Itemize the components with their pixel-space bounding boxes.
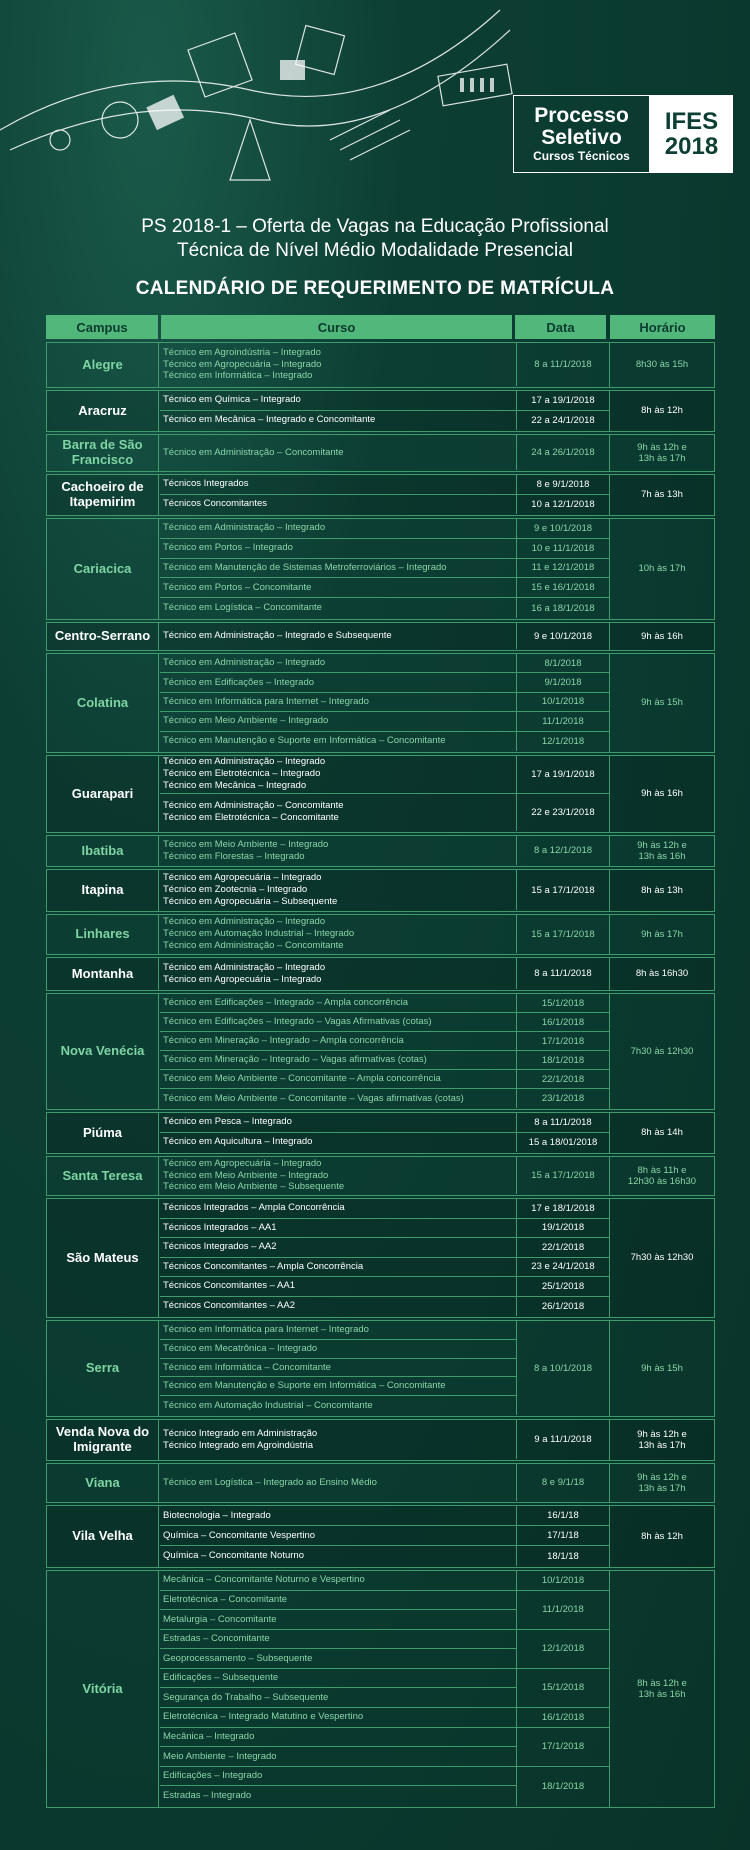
course-row xyxy=(160,1032,516,1051)
course-name: Técnico Integrado em Administração Técnico Integrado em Agroindústria xyxy=(163,1427,318,1451)
course-row xyxy=(160,915,516,953)
date-cell: 15 e 16/1/2018 xyxy=(516,578,609,598)
campus-name: Itapina xyxy=(47,870,159,911)
campus-name: Barra de São Francisco xyxy=(47,435,159,471)
date-cell: 17/1/2018 xyxy=(516,1032,609,1051)
campus-name: Venda Nova do Imigrante xyxy=(47,1420,159,1460)
course-row xyxy=(160,1113,516,1133)
course-name: Técnico em Automação Industrial – Concomitante xyxy=(163,1399,373,1411)
course-row xyxy=(160,1708,516,1728)
course-row xyxy=(160,1089,516,1108)
course-row xyxy=(160,756,516,794)
course-name: Mecânica – Concomitante Noturno e Vespertino xyxy=(163,1574,365,1586)
course-name: Técnicos Concomitantes – Ampla Concorrência xyxy=(163,1260,364,1272)
course-name: Técnico em Edificações – Integrado xyxy=(163,676,315,688)
course-row xyxy=(160,673,516,692)
date-cell: 17/1/2018 xyxy=(516,1728,609,1767)
date-cell: 10/1/2018 xyxy=(516,1571,609,1591)
campus-group xyxy=(46,1570,715,1808)
course-row xyxy=(160,794,516,832)
course-row xyxy=(160,539,516,559)
course-row xyxy=(160,1133,516,1153)
date-cell: 18/1/18 xyxy=(516,1546,609,1566)
campus-group xyxy=(46,755,715,833)
course-name: Eletrotécnica – Concomitante xyxy=(163,1593,288,1605)
campus-name: Guarapari xyxy=(47,756,159,832)
time-cell: 9h às 12h e 13h às 16h xyxy=(609,836,714,866)
course-row xyxy=(160,1340,516,1359)
course-name: Técnico em Mineração – Integrado – Ampla concorrência xyxy=(163,1035,404,1047)
course-row xyxy=(160,1747,516,1767)
course-name: Técnico em Edificações – Integrado – Ampla concorrência xyxy=(163,997,409,1009)
date-cell: 9/1/2018 xyxy=(516,673,609,692)
time-cell: 7h30 às 12h30 xyxy=(609,1199,714,1317)
time-cell: 8h às 16h30 xyxy=(609,958,714,990)
course-name: Técnico em Mineração – Integrado – Vagas afirmativas (cotas) xyxy=(163,1054,427,1066)
campus-name: Centro-Serrano xyxy=(47,623,159,650)
header-curso: Curso xyxy=(161,315,512,339)
date-cell: 8 a 11/1/2018 xyxy=(516,958,609,989)
course-name: Técnico em Logística – Integrado ao Ensino Médio xyxy=(163,1476,377,1488)
campus-name: Montanha xyxy=(47,958,159,990)
course-row xyxy=(160,1157,516,1194)
course-row xyxy=(160,1321,516,1340)
course-row xyxy=(160,1238,516,1258)
date-cell: 17/1/18 xyxy=(516,1526,609,1546)
campus-group xyxy=(46,1505,715,1568)
campus-name: Linhares xyxy=(47,915,159,954)
course-name: Técnico em Aquicultura – Integrado xyxy=(163,1136,313,1148)
date-cell: 11 e 12/1/2018 xyxy=(516,559,609,579)
campus-group xyxy=(46,390,715,432)
logo-year: 2018 xyxy=(664,133,719,160)
course-name: Técnico em Administração – Concomitante Técnico em Eletrotécnica – Concomitante xyxy=(163,800,344,824)
course-row xyxy=(160,1630,516,1650)
campus-name: Serra xyxy=(47,1321,159,1416)
course-name: Técnico em Informática para Internet – Integrado xyxy=(163,1323,369,1335)
campus-group xyxy=(46,474,715,516)
time-cell: 9h às 16h xyxy=(609,623,714,650)
campus-name: Aracruz xyxy=(47,391,159,431)
date-cell: 8 e 9/1/18 xyxy=(516,1464,609,1501)
course-row xyxy=(160,1464,516,1501)
campus-group xyxy=(46,869,715,912)
page-title: CALENDÁRIO DE REQUERIMENTO DE MATRÍCULA xyxy=(135,278,615,299)
course-name: Edificações – Subsequente xyxy=(163,1672,279,1684)
course-row xyxy=(160,475,516,495)
campus-group xyxy=(46,957,715,991)
course-name: Técnico em Agroindústria – Integrado Técnico em Agropecuária – Integrado Técnico em Informática – Integrado xyxy=(163,346,322,382)
course-name: Técnico em Informática para Internet – Integrado xyxy=(163,696,369,708)
date-cell: 24 a 26/1/2018 xyxy=(516,435,609,470)
time-cell: 8h30 às 15h xyxy=(609,343,714,387)
course-name: Segurança do Trabalho – Subsequente xyxy=(163,1691,329,1703)
course-row xyxy=(160,391,516,411)
campus-name: Cachoeiro de Itapemirim xyxy=(47,475,159,515)
date-cell: 10/1/2018 xyxy=(516,693,609,712)
date-cell: 9 e 10/1/2018 xyxy=(516,623,609,649)
time-cell: 8h às 11h e 12h30 às 16h30 xyxy=(609,1157,714,1195)
course-name: Técnico em Agropecuária – Integrado Técnico em Zootecnia – Integrado Técnico em Agropecuária – Subsequente xyxy=(163,872,338,907)
campus-name: Cariacica xyxy=(47,519,159,619)
date-cell: 15/1/2018 xyxy=(516,1669,609,1708)
course-row xyxy=(160,1258,516,1278)
course-row xyxy=(160,598,516,618)
date-cell: 23/1/2018 xyxy=(516,1089,609,1108)
course-name: Técnico em Meio Ambiente – Concomitante – Vagas afirmativas (cotas) xyxy=(163,1092,464,1104)
course-name: Técnico em Administração – Integrado Técnico em Eletrotécnica – Integrado Técnico em Mecânica – Integrado xyxy=(163,756,326,792)
date-cell: 18/1/2018 xyxy=(516,1051,609,1070)
time-cell: 8h às 12h e 13h às 16h xyxy=(609,1571,714,1807)
course-name: Química – Concomitante Noturno xyxy=(163,1550,304,1562)
date-cell: 16 a 18/1/2018 xyxy=(516,598,609,618)
course-row xyxy=(160,1277,516,1297)
date-cell: 11/1/2018 xyxy=(516,1591,609,1630)
course-name: Técnico em Informática – Concomitante xyxy=(163,1361,331,1373)
campus-name: Ibatiba xyxy=(47,836,159,866)
course-name: Técnicos Integrados – Ampla Concorrência xyxy=(163,1202,345,1214)
time-cell: 9h às 15h xyxy=(609,1321,714,1416)
campus-name: Nova Venécia xyxy=(47,994,159,1109)
campus-name: Alegre xyxy=(47,343,159,387)
course-row xyxy=(160,1420,516,1459)
course-row xyxy=(160,1591,516,1611)
course-name: Geoprocessamento – Subsequente xyxy=(163,1652,313,1664)
course-name: Técnicos Concomitantes – AA2 xyxy=(163,1300,296,1312)
course-row xyxy=(160,411,516,431)
course-row xyxy=(160,1297,516,1317)
course-row xyxy=(160,343,516,386)
date-cell: 8 a 10/1/2018 xyxy=(516,1321,609,1415)
course-row xyxy=(160,1786,516,1806)
logo-line1: Processo xyxy=(534,104,629,128)
campus-name: São Mateus xyxy=(47,1199,159,1317)
processo-seletivo-logo xyxy=(513,95,733,173)
course-name: Técnico em Química – Integrado xyxy=(163,394,301,406)
course-name: Técnico em Manutenção e Suporte em Informática – Concomitante xyxy=(163,1380,446,1392)
subtitle-line2: Técnica de Nível Médio Modalidade Presencial xyxy=(176,240,574,261)
date-cell: 12/1/2018 xyxy=(516,1630,609,1669)
course-name: Técnico em Administração – Integrado Técnico em Agropecuária – Integrado xyxy=(163,961,326,985)
date-cell: 8 a 11/1/2018 xyxy=(516,1113,609,1133)
date-cell: 23 e 24/1/2018 xyxy=(516,1258,609,1278)
campus-group xyxy=(46,835,715,867)
time-cell: 7h às 13h xyxy=(609,475,714,515)
logo-line3: Cursos Técnicos xyxy=(533,149,630,164)
time-cell: 9h às 12h e 13h às 17h xyxy=(609,1464,714,1502)
course-row xyxy=(160,1767,516,1787)
date-cell: 17 a 19/1/2018 xyxy=(516,756,609,794)
campus-group xyxy=(46,1419,715,1461)
course-row xyxy=(160,495,516,515)
date-cell: 16/1/18 xyxy=(516,1506,609,1526)
campus-name: Vila Velha xyxy=(47,1506,159,1567)
course-row xyxy=(160,1396,516,1415)
course-row xyxy=(160,1689,516,1709)
course-name: Técnico em Manutenção de Sistemas Metroferroviários – Integrado xyxy=(163,562,447,574)
course-row xyxy=(160,1546,516,1566)
course-row xyxy=(160,1526,516,1546)
course-name: Mecânica – Integrado xyxy=(163,1731,255,1742)
date-cell: 19/1/2018 xyxy=(516,1219,609,1239)
date-cell: 8 e 9/1/2018 xyxy=(516,475,609,495)
course-row xyxy=(160,1571,516,1591)
date-cell: 12/1/2018 xyxy=(516,732,609,751)
course-row xyxy=(160,994,516,1013)
date-cell: 16/1/2018 xyxy=(516,1013,609,1032)
date-cell: 15 a 17/1/2018 xyxy=(516,1157,609,1194)
course-row xyxy=(160,836,516,865)
course-name: Metalurgia – Concomitante xyxy=(163,1613,277,1625)
date-cell: 26/1/2018 xyxy=(516,1297,609,1317)
course-row xyxy=(160,1219,516,1239)
date-cell: 16/1/2018 xyxy=(516,1708,609,1728)
course-row xyxy=(160,870,516,910)
course-row xyxy=(160,712,516,731)
course-row xyxy=(160,958,516,989)
campus-group xyxy=(46,914,715,955)
course-name: Técnico em Mecatrônica – Integrado xyxy=(163,1342,318,1354)
time-cell: 10h às 17h xyxy=(609,519,714,619)
date-cell: 22 a 24/1/2018 xyxy=(516,411,609,431)
date-cell: 8/1/2018 xyxy=(516,654,609,673)
campus-name: Piúma xyxy=(47,1113,159,1153)
campus-group xyxy=(46,653,715,753)
course-name: Técnicos Concomitantes – AA1 xyxy=(163,1280,296,1292)
date-cell: 11/1/2018 xyxy=(516,712,609,731)
course-name: Técnico em Pesca – Integrado xyxy=(163,1116,292,1128)
campus-name: Santa Teresa xyxy=(47,1157,159,1195)
campus-name: Vitória xyxy=(47,1571,159,1807)
date-cell: 18/1/2018 xyxy=(516,1767,609,1806)
collage-decoration xyxy=(0,0,520,230)
course-name: Edificações – Integrado xyxy=(163,1770,263,1782)
course-row xyxy=(160,1669,516,1689)
date-cell: 22/1/2018 xyxy=(516,1238,609,1258)
course-row xyxy=(160,578,516,598)
campus-group xyxy=(46,993,715,1110)
campus-group xyxy=(46,434,715,472)
campus-name: Colatina xyxy=(47,654,159,752)
time-cell: 8h às 14h xyxy=(609,1113,714,1153)
date-cell: 22 e 23/1/2018 xyxy=(516,794,609,832)
campus-group xyxy=(46,342,715,388)
time-cell: 8h às 13h xyxy=(609,870,714,911)
course-name: Técnico em Mecânica – Integrado e Concomitante xyxy=(163,414,376,426)
campus-group xyxy=(46,518,715,620)
course-name: Técnicos Integrados xyxy=(163,478,249,490)
logo-line2: Seletivo xyxy=(541,125,622,149)
course-row xyxy=(160,1610,516,1630)
logo-brand: IFES xyxy=(664,107,719,135)
date-cell: 17 e 18/1/2018 xyxy=(516,1199,609,1219)
course-row xyxy=(160,435,516,470)
course-row xyxy=(160,732,516,751)
course-name: Biotecnologia – Integrado xyxy=(163,1509,271,1521)
time-cell: 7h30 às 12h30 xyxy=(609,994,714,1109)
campus-group xyxy=(46,1198,715,1318)
course-name: Técnico em Portos – Integrado xyxy=(163,542,293,554)
time-cell: 9h às 12h e 13h às 17h xyxy=(609,1420,714,1460)
course-name: Técnico em Administração – Integrado xyxy=(163,522,326,534)
course-name: Técnico em Meio Ambiente – Integrado xyxy=(163,715,329,727)
course-name: Técnico em Meio Ambiente – Integrado Técnico em Florestas – Integrado xyxy=(163,838,329,862)
header-horario: Horário xyxy=(610,315,715,339)
course-row xyxy=(160,1013,516,1032)
course-name: Técnico em Manutenção e Suporte em Informática – Concomitante xyxy=(163,735,446,747)
campus-group xyxy=(46,622,715,651)
course-name: Técnico em Administração – Integrado e Subsequente xyxy=(163,630,392,642)
course-row xyxy=(160,1728,516,1748)
course-row xyxy=(160,1506,516,1526)
date-cell: 10 e 11/1/2018 xyxy=(516,539,609,559)
course-row xyxy=(160,1649,516,1669)
date-cell: 25/1/2018 xyxy=(516,1277,609,1297)
subtitle-line1: PS 2018-1 – Oferta de Vagas na Educação Profissional xyxy=(141,216,609,237)
date-cell: 9 a 11/1/2018 xyxy=(516,1420,609,1459)
course-name: Técnico em Administração – Concomitante xyxy=(163,446,344,458)
course-row xyxy=(160,654,516,673)
course-name: Técnicos Concomitantes xyxy=(163,498,268,510)
course-row xyxy=(160,1377,516,1396)
date-cell: 15 a 17/1/2018 xyxy=(516,870,609,910)
course-name: Estradas – Concomitante xyxy=(163,1633,270,1645)
time-cell: 9h às 12h e 13h às 17h xyxy=(609,435,714,471)
campus-group xyxy=(46,1320,715,1417)
course-row xyxy=(160,559,516,579)
campus-name: Viana xyxy=(47,1464,159,1502)
course-row xyxy=(160,623,516,649)
campus-group xyxy=(46,1463,715,1503)
time-cell: 8h às 12h xyxy=(609,1506,714,1567)
course-row xyxy=(160,1199,516,1219)
course-name: Técnico em Administração – Integrado Técnico em Automação Industrial – Integrado Técnico em Administração – Concomitante xyxy=(163,916,355,951)
time-cell: 9h às 15h xyxy=(609,654,714,752)
course-name: Técnico em Agropecuária – Integrado Técnico em Meio Ambiente – Integrado Técnico em Meio Ambiente – Subsequente xyxy=(163,1157,345,1193)
course-row xyxy=(160,1070,516,1089)
course-row xyxy=(160,1051,516,1070)
date-cell: 8 a 12/1/2018 xyxy=(516,836,609,865)
date-cell: 17 a 19/1/2018 xyxy=(516,391,609,411)
date-cell: 10 a 12/1/2018 xyxy=(516,495,609,515)
campus-group xyxy=(46,1156,715,1196)
campus-group xyxy=(46,1112,715,1154)
time-cell: 9h às 17h xyxy=(609,915,714,954)
course-name: Técnicos Integrados – AA1 xyxy=(163,1221,277,1233)
date-cell: 15/1/2018 xyxy=(516,994,609,1013)
course-name: Técnico em Logística – Concomitante xyxy=(163,602,322,614)
date-cell: 8 a 11/1/2018 xyxy=(516,343,609,386)
course-name: Eletrotécnica – Integrado Matutino e Vespertino xyxy=(163,1711,364,1723)
course-row xyxy=(160,519,516,539)
course-name: Técnicos Integrados – AA2 xyxy=(163,1241,277,1253)
header-data: Data xyxy=(515,315,606,339)
time-cell: 9h às 16h xyxy=(609,756,714,832)
course-name: Meio Ambiente – Integrado xyxy=(163,1750,277,1762)
course-name: Técnico em Edificações – Integrado – Vagas Afirmativas (cotas) xyxy=(163,1016,432,1028)
course-name: Química – Concomitante Vespertino xyxy=(163,1529,316,1541)
table-header xyxy=(46,315,715,339)
date-cell: 15 a 18/01/2018 xyxy=(516,1133,609,1153)
time-cell: 8h às 12h xyxy=(609,391,714,431)
course-name: Técnico em Portos – Concomitante xyxy=(163,581,312,593)
date-cell: 22/1/2018 xyxy=(516,1070,609,1089)
date-cell: 15 a 17/1/2018 xyxy=(516,915,609,953)
header-campus: Campus xyxy=(46,315,158,339)
course-name: Estradas – Integrado xyxy=(163,1790,252,1802)
date-cell: 9 e 10/1/2018 xyxy=(516,519,609,539)
course-name: Técnico em Meio Ambiente – Concomitante – Ampla concorrência xyxy=(163,1073,441,1085)
course-row xyxy=(160,693,516,712)
course-row xyxy=(160,1359,516,1378)
course-name: Técnico em Administração – Integrado xyxy=(163,657,326,669)
